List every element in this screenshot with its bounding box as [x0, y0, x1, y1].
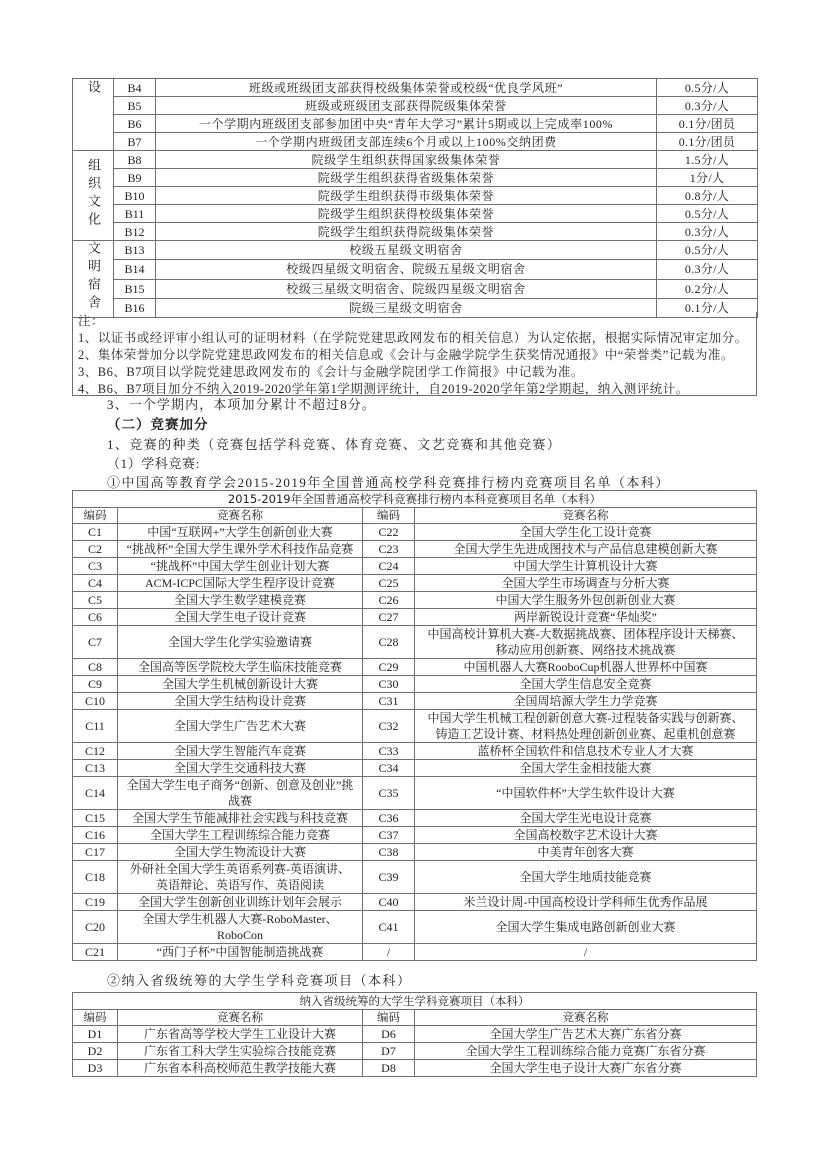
table-row: [73, 133, 758, 151]
table-row: [73, 187, 758, 205]
competition-name: 中国机器人大赛RooboCup机器人世界杯中国赛: [415, 659, 757, 676]
national-competition-table: [72, 490, 757, 961]
item-description: 院级学生组织获得校级集体荣誉: [156, 205, 657, 223]
competition-name: 全国大学生数学建模竞赛: [118, 592, 363, 609]
competition-code: C32: [363, 710, 415, 743]
competition-name: 广东省本科高校师范生教学技能大赛: [118, 1060, 363, 1077]
competition-code: C23: [363, 541, 415, 558]
header-name: 竞赛名称: [415, 1010, 757, 1026]
subject-competition-heading: （1）学科竞赛:: [107, 456, 200, 471]
item-description: 院级学生组织获得院级集体荣誉: [156, 223, 657, 241]
category-label: 文明宿舍: [86, 241, 101, 313]
table-row: [73, 524, 757, 541]
competition-code: C19: [73, 894, 118, 911]
table-row: [73, 710, 757, 743]
item-description: 班级或班级团支部获得院级集体荣誉: [156, 97, 657, 115]
item-code: B9: [114, 169, 156, 187]
competition-code: D8: [363, 1060, 415, 1077]
table-row: [73, 241, 758, 260]
competition-name: 中美青年创客大赛: [415, 844, 757, 861]
competition-name: 广东省高等学校大学生工业设计大赛: [118, 1026, 363, 1043]
item-code: B7: [114, 133, 156, 151]
category-label: 设: [86, 80, 101, 98]
table-row: [73, 844, 757, 861]
competition-name: 外研社全国大学生英语系列赛-英语演讲、英语辩论、英语写作、英语阅读: [118, 861, 363, 894]
item-code: B10: [114, 187, 156, 205]
item-code: B14: [114, 260, 156, 279]
competition-name: 全国大学生节能减排社会实践与科技竞赛: [118, 810, 363, 827]
item-score: 1分/人: [657, 169, 758, 187]
competition-code: C13: [73, 760, 118, 777]
category-cell: [73, 241, 114, 318]
table-title: 2015-2019年全国普通高校学科竞赛排行榜内本科竞赛项目名单（本科）: [73, 491, 757, 508]
item-description: 一个学期内班级团支部参加团中央“青年大学习”累计5期或以上完成率100%: [156, 115, 657, 133]
table-row: [73, 279, 758, 298]
competition-types-text: 1、竞赛的种类（竞赛包括学科竞赛、体育竞赛、文艺竞赛和其他竞赛）: [107, 437, 562, 452]
competition-code: C31: [363, 693, 415, 710]
table-row: [73, 223, 758, 241]
competition-code: C25: [363, 575, 415, 592]
item-score: 0.5分/人: [657, 205, 758, 223]
table-row: [73, 827, 757, 844]
table-row: [73, 558, 757, 575]
table-row: [73, 151, 758, 169]
competition-name: “挑战杯”中国大学生创业计划大赛: [118, 558, 363, 575]
competition-code: C40: [363, 894, 415, 911]
item-score: 0.5分/人: [657, 79, 758, 97]
item-score: 0.3分/人: [657, 97, 758, 115]
score-items-table: [72, 78, 758, 318]
notes-label: 注：: [78, 314, 105, 328]
table-row: [73, 575, 757, 592]
table-header-row: [73, 1010, 757, 1026]
table-row: [73, 609, 757, 626]
competition-name: 全国大学生创新创业训练计划年会展示: [118, 894, 363, 911]
header-code: 编码: [363, 508, 415, 524]
competition-name: 全国周培源大学生力学竞赛: [415, 693, 757, 710]
competition-code: C27: [363, 609, 415, 626]
item-code: B4: [114, 79, 156, 97]
table-row: [73, 205, 758, 223]
competition-code: C14: [73, 777, 118, 810]
category-cell: [73, 151, 114, 241]
note-item: 1、以证书或经评审小组认可的证明材料（在学院党建思政网发布的相关信息）为认定依据，根据实际情况审定加分。: [78, 331, 748, 345]
table-row: [73, 944, 757, 961]
competition-name: 全国大学生市场调查与分析大赛: [415, 575, 757, 592]
table-row: [73, 541, 757, 558]
competition-code: C9: [73, 676, 118, 693]
item-description: 院级学生组织获得国家级集体荣誉: [156, 151, 657, 169]
item-score: 1.5分/人: [657, 151, 758, 169]
header-name: 竞赛名称: [415, 508, 757, 524]
item-description: 一个学期内班级团支部连续6个月或以上100%交纳团费: [156, 133, 657, 151]
competition-name: 中国大学生计算机设计大赛: [415, 558, 757, 575]
competition-code: C1: [73, 524, 118, 541]
competition-name: /: [415, 944, 757, 961]
competition-code: D3: [73, 1060, 118, 1077]
section-heading: （二）竞赛加分: [107, 417, 209, 432]
competition-code: /: [363, 944, 415, 961]
competition-name: 中国大学生机械工程创新创意大赛-过程装备实践与创新赛、铸造工艺设计赛、材料热处理创新创业赛、起重机创意赛: [415, 710, 757, 743]
table-row: [73, 676, 757, 693]
competition-code: C34: [363, 760, 415, 777]
competition-name: 米兰设计周-中国高校设计学科师生优秀作品展: [415, 894, 757, 911]
provincial-competition-table: [72, 992, 757, 1077]
competition-name: 全国大学生机器人大赛-RoboMaster、RoboCon: [118, 911, 363, 944]
competition-name: 广东省工科大学生实验综合技能竞赛: [118, 1043, 363, 1060]
competition-code: C35: [363, 777, 415, 810]
table-row: [73, 592, 757, 609]
item-score: 0.1分/团员: [657, 115, 758, 133]
competition-name: 全国大学生化工设计竞赛: [415, 524, 757, 541]
category-label: 组织文化: [86, 157, 101, 230]
competition-name: 中国高校计算机大赛-大数据挑战赛、团体程序设计天梯赛、移动应用创新赛、网络技术挑战赛: [415, 626, 757, 659]
competition-code: C37: [363, 827, 415, 844]
competition-name: 全国大学生工程训练综合能力竞赛广东省分赛: [415, 1043, 757, 1060]
table-title-row: [73, 993, 757, 1010]
competition-code: C33: [363, 743, 415, 760]
header-name: 竞赛名称: [118, 1010, 363, 1026]
item-score: 0.8分/人: [657, 187, 758, 205]
competition-name: 全国大学生光电设计竞赛: [415, 810, 757, 827]
table-row: [73, 861, 757, 894]
item-score: 0.3分/人: [657, 223, 758, 241]
competition-code: C10: [73, 693, 118, 710]
item-description: 院级学生组织获得省级集体荣誉: [156, 169, 657, 187]
item-score: 0.1分/团员: [657, 133, 758, 151]
competition-code: C15: [73, 810, 118, 827]
competition-code: C4: [73, 575, 118, 592]
competition-name: 全国大学生工程训练综合能力竞赛: [118, 827, 363, 844]
list2-intro: ②纳入省级统筹的大学生学科竞赛项目（本科）: [107, 973, 412, 988]
note-item: 4、B6、B7项目加分不纳入2019-2020学年第1学期测评统计，自2019-2020学年第2学期起，纳入测评统计。: [78, 382, 689, 396]
table-row: [73, 659, 757, 676]
competition-code: C17: [73, 844, 118, 861]
competition-code: C30: [363, 676, 415, 693]
competition-name: 中国“互联网+”大学生创新创业大赛: [118, 524, 363, 541]
item-description: 院级学生组织获得市级集体荣誉: [156, 187, 657, 205]
header-code: 编码: [363, 1010, 415, 1026]
table-header-row: [73, 508, 757, 524]
competition-code: C41: [363, 911, 415, 944]
competition-name: 中国大学生服务外包创新创业大赛: [415, 592, 757, 609]
item-description: 校级三星级文明宿舍、院级四星级文明宿舍: [156, 279, 657, 298]
competition-name: 全国大学生智能汽车竞赛: [118, 743, 363, 760]
competition-code: C8: [73, 659, 118, 676]
table-row: [73, 911, 757, 944]
competition-code: C22: [363, 524, 415, 541]
category-cell: [73, 79, 114, 151]
competition-name: 两岸新锐设计竞赛“华灿奖”: [415, 609, 757, 626]
competition-code: C28: [363, 626, 415, 659]
table-row: [73, 1026, 757, 1043]
table-row: [73, 169, 758, 187]
competition-code: C3: [73, 558, 118, 575]
item-code: B12: [114, 223, 156, 241]
competition-name: “挑战杯”全国大学生课外学术科技作品竞赛: [118, 541, 363, 558]
item-code: B5: [114, 97, 156, 115]
item-code: B11: [114, 205, 156, 223]
item-code: B15: [114, 279, 156, 298]
competition-code: C11: [73, 710, 118, 743]
table-row: [73, 777, 757, 810]
item-code: B13: [114, 241, 156, 260]
competition-code: C18: [73, 861, 118, 894]
competition-code: C29: [363, 659, 415, 676]
item-description: 校级四星级文明宿舍、院级五星级文明宿舍: [156, 260, 657, 279]
competition-name: 全国大学生金相技能大赛: [415, 760, 757, 777]
item-score: 0.2分/人: [657, 279, 758, 298]
competition-name: 全国大学生电子商务“创新、创意及创业”挑战赛: [118, 777, 363, 810]
item-code: B16: [114, 298, 156, 317]
competition-code: C26: [363, 592, 415, 609]
table-row: [73, 626, 757, 659]
item-score: 0.1分/人: [657, 298, 758, 317]
competition-name: 全国大学生机械创新设计大赛: [118, 676, 363, 693]
table-row: [73, 260, 758, 279]
table-row: [73, 1043, 757, 1060]
competition-name: “西门子杯”中国智能制造挑战赛: [118, 944, 363, 961]
table-row: [73, 693, 757, 710]
competition-code: C5: [73, 592, 118, 609]
competition-name: 全国大学生地质技能竞赛: [415, 861, 757, 894]
competition-code: C24: [363, 558, 415, 575]
competition-name: 全国大学生广告艺术大赛: [118, 710, 363, 743]
table-row: [73, 743, 757, 760]
table-title: 纳入省级统筹的大学生学科竞赛项目（本科）: [73, 993, 757, 1010]
notes-box: [72, 312, 757, 396]
competition-code: C39: [363, 861, 415, 894]
note-item: 2、集体荣誉加分以学院党建思政网发布的相关信息或《会计与金融学院学生获奖情况通报》中“荣誉类”记载为准。: [78, 348, 734, 362]
header-code: 编码: [73, 508, 118, 524]
table-row: [73, 1060, 757, 1077]
competition-name: 全国大学生交通科技大赛: [118, 760, 363, 777]
item-description: 班级或班级团支部获得校级集体荣誉或校级“优良学风班”: [156, 79, 657, 97]
competition-name: 全国大学生化学实验邀请赛: [118, 626, 363, 659]
competition-name: 全国大学生先进成图技术与产品信息建模创新大赛: [415, 541, 757, 558]
item-description: 院级三星级文明宿舍: [156, 298, 657, 317]
table-row: [73, 810, 757, 827]
competition-code: C2: [73, 541, 118, 558]
competition-code: C7: [73, 626, 118, 659]
competition-name: “中国软件杯”大学生软件设计大赛: [415, 777, 757, 810]
competition-code: C12: [73, 743, 118, 760]
competition-name: 全国大学生结构设计竞赛: [118, 693, 363, 710]
competition-code: D7: [363, 1043, 415, 1060]
competition-code: C6: [73, 609, 118, 626]
item-description: 校级五星级文明宿舍: [156, 241, 657, 260]
competition-name: 全国大学生电子设计大赛广东省分赛: [415, 1060, 757, 1077]
competition-name: 全国大学生信息安全竞赛: [415, 676, 757, 693]
competition-code: D6: [363, 1026, 415, 1043]
competition-code: D1: [73, 1026, 118, 1043]
header-code: 编码: [73, 1010, 118, 1026]
table-title-row: [73, 491, 757, 508]
competition-code: C20: [73, 911, 118, 944]
competition-name: 全国大学生物流设计大赛: [118, 844, 363, 861]
limit-rule-text: 3、一个学期内，本项加分累计不超过8分。: [107, 397, 377, 412]
item-score: 0.3分/人: [657, 260, 758, 279]
competition-code: C16: [73, 827, 118, 844]
header-name: 竞赛名称: [118, 508, 363, 524]
note-item: 3、B6、B7项目以学院党建思政网发布的《会计与金融学院团学工作简报》中记载为准。: [78, 365, 584, 379]
competition-name: ACM-ICPC国际大学生程序设计竞赛: [118, 575, 363, 592]
item-code: B6: [114, 115, 156, 133]
competition-code: D2: [73, 1043, 118, 1060]
competition-name: 全国大学生电子设计竞赛: [118, 609, 363, 626]
item-score: 0.5分/人: [657, 241, 758, 260]
competition-name: 全国大学生广告艺术大赛广东省分赛: [415, 1026, 757, 1043]
table-row: [73, 97, 758, 115]
competition-name: 蓝桥杯全国软件和信息技术专业人才大赛: [415, 743, 757, 760]
table-row: [73, 894, 757, 911]
competition-name: 全国高等医学院校大学生临床技能竞赛: [118, 659, 363, 676]
table-row: [73, 79, 758, 97]
competition-name: 全国大学生集成电路创新创业大赛: [415, 911, 757, 944]
item-code: B8: [114, 151, 156, 169]
competition-code: C36: [363, 810, 415, 827]
table-row: [73, 115, 758, 133]
list1-intro: ①中国高等教育学会2015-2019年全国普通高校学科竞赛排行榜内竞赛项目名单（本科）: [107, 475, 670, 490]
competition-code: C21: [73, 944, 118, 961]
competition-code: C38: [363, 844, 415, 861]
table-row: [73, 760, 757, 777]
competition-name: 全国高校数字艺术设计大赛: [415, 827, 757, 844]
